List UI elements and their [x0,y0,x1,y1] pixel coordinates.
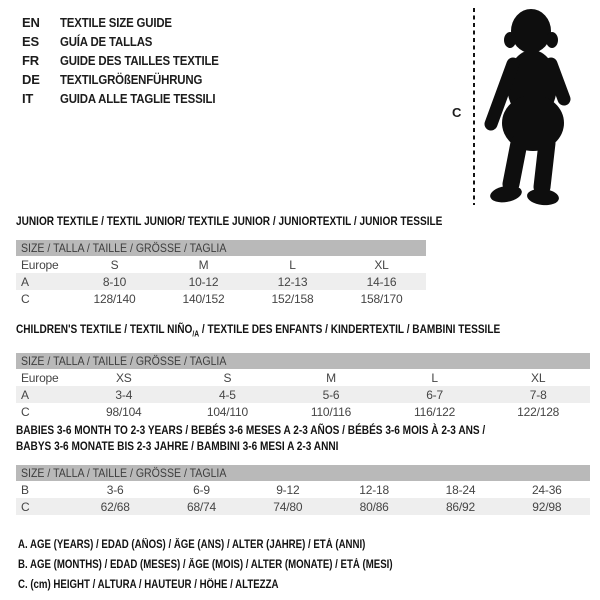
language-code: FR [22,53,39,68]
size-cell: 158/170 [360,291,403,306]
size-cell: S [223,370,232,385]
language-label: GUIDE DES TAILLES TEXTILE [60,53,219,68]
language-row-en [22,13,240,32]
size-table-row-a [16,273,426,290]
size-cell: 92/98 [532,499,562,514]
size-table-row-europe [16,369,590,386]
size-cell: 24-36 [531,482,562,497]
row-label: B [21,482,29,497]
size-cell: 98/104 [106,404,142,419]
size-cell: XS [115,370,132,385]
size-cell: 12-13 [277,274,308,289]
size-cell: 7-8 [529,387,547,402]
height-measure-dashed-line [473,8,475,205]
size-cell: 6-9 [193,482,210,497]
row-label: C [21,499,30,514]
language-row-de [22,70,240,89]
size-cell: 80/86 [359,499,389,514]
table-title-line: BABYS 3-6 MONATE BIS 2-3 JAHRE / BAMBINI 3-6 MESI A 2-3 ANNI [16,439,339,453]
table-title-line: CHILDREN'S TEXTILE / TEXTIL $NIÑO_{/A}$ / TEXTILE DES ENFANTS / KINDERTEXTIL / BAMBINI TESSILE [16,322,501,339]
size-cell: 68/74 [186,499,216,514]
size-cell: 10-12 [188,274,219,289]
language-code: DE [22,72,40,87]
junior-textile-table-section [16,213,443,307]
size-cell: 18-24 [445,482,476,497]
size-cell: 128/140 [93,291,136,306]
language-row-it [22,89,240,108]
language-row-es [22,32,240,51]
size-cell: 8-10 [102,274,127,289]
language-code: IT [22,91,34,106]
size-cell: L [431,370,438,385]
language-label: TEXTILE SIZE GUIDE [60,15,172,30]
size-cell: 74/80 [273,499,303,514]
table-title [16,422,590,454]
size-cell: 3-4 [115,387,133,402]
row-label: A [21,387,29,402]
size-cell: 86/92 [445,499,475,514]
size-table-row-a [16,386,590,403]
size-cell: 9-12 [276,482,300,497]
size-table-row-c [16,498,590,515]
language-title-list [22,13,240,108]
size-table-row-c [16,403,590,420]
language-row-fr [22,51,240,70]
size-cell: 62/68 [100,499,130,514]
size-cell: 12-18 [359,482,389,497]
row-label: C [21,404,30,419]
size-header-bar: SIZE / TALLA / TAILLE / GRÖSSE / TAGLIA [16,240,426,256]
size-cell: 3-6 [106,482,124,497]
table-title [16,213,443,229]
size-table [16,465,590,515]
language-code: ES [22,34,39,49]
size-cell: L [289,257,296,272]
size-cell: 6-7 [426,387,443,402]
babies-textile-table-section [16,422,590,515]
size-cell: 104/110 [206,404,248,419]
row-label: A [21,274,29,289]
children-textile-table-section [16,321,590,420]
size-table-row-c [16,290,426,307]
legend-line-a: A. AGE (YEARS) / EDAD (AÑOS) / ÂGE (ANS) / ALTER (JAHRE) / ETÀ (ANNI) [18,539,366,551]
legend-line-b: B. AGE (MONTHS) / EDAD (MESES) / ÂGE (MOIS) / ALTER (MONATE) / ETÀ (MESI) [18,559,393,571]
size-cell: 5-6 [322,387,340,402]
language-label: GUIDA ALLE TAGLIE TESSILI [60,91,216,106]
size-cell: 14-16 [366,274,397,289]
size-header-bar: SIZE / TALLA / TAILLE / GRÖSSE / TAGLIA [16,353,590,369]
row-label: Europe [21,257,59,272]
size-cell: 110/116 [310,404,352,419]
language-label: GUÍA DE TALLAS [60,34,153,49]
table-title-line: JUNIOR TEXTILE / TEXTIL JUNIOR/ TEXTILE JUNIOR / JUNIORTEXTIL / JUNIOR TESSILE [16,214,443,228]
size-table-body [16,256,426,307]
language-code: EN [22,15,40,30]
size-cell: 122/128 [517,404,560,419]
size-header-bar: SIZE / TALLA / TAILLE / GRÖSSE / TAGLIA [16,465,590,481]
size-table-row-b [16,481,590,498]
size-cell: 140/152 [182,291,225,306]
table-title [16,321,590,342]
row-label: Europe [21,370,59,385]
height-measure-label: C [452,105,462,120]
size-cell: M [326,370,336,385]
row-label: C [21,291,30,306]
size-cell: 152/158 [271,291,314,306]
size-table-row-europe [16,256,426,273]
size-table [16,240,426,307]
size-cell: XL [374,257,389,272]
legend-line-c: C. (cm) HEIGHT / ALTURA / HAUTEUR / HÖHE / ALTEZZA [18,579,279,591]
size-table-body [16,369,590,420]
size-cell: 116/122 [414,404,456,419]
measurement-legend [18,535,464,595]
size-cell: 4-5 [219,387,236,402]
language-label: TEXTILGRÖßENFÜHRUNG [60,72,203,87]
size-cell: M [198,257,209,272]
table-title-line: BABIES 3-6 MONTH TO 2-3 YEARS / BEBÉS 3-6 MESES A 2-3 AÑOS / BÉBÉS 3-6 MOIS À 2-3 ANS / [16,423,486,437]
size-table [16,353,590,420]
size-cell: XL [531,370,546,385]
size-cell: S [110,257,119,272]
baby-silhouette-icon [479,6,592,207]
size-table-body [16,481,590,515]
